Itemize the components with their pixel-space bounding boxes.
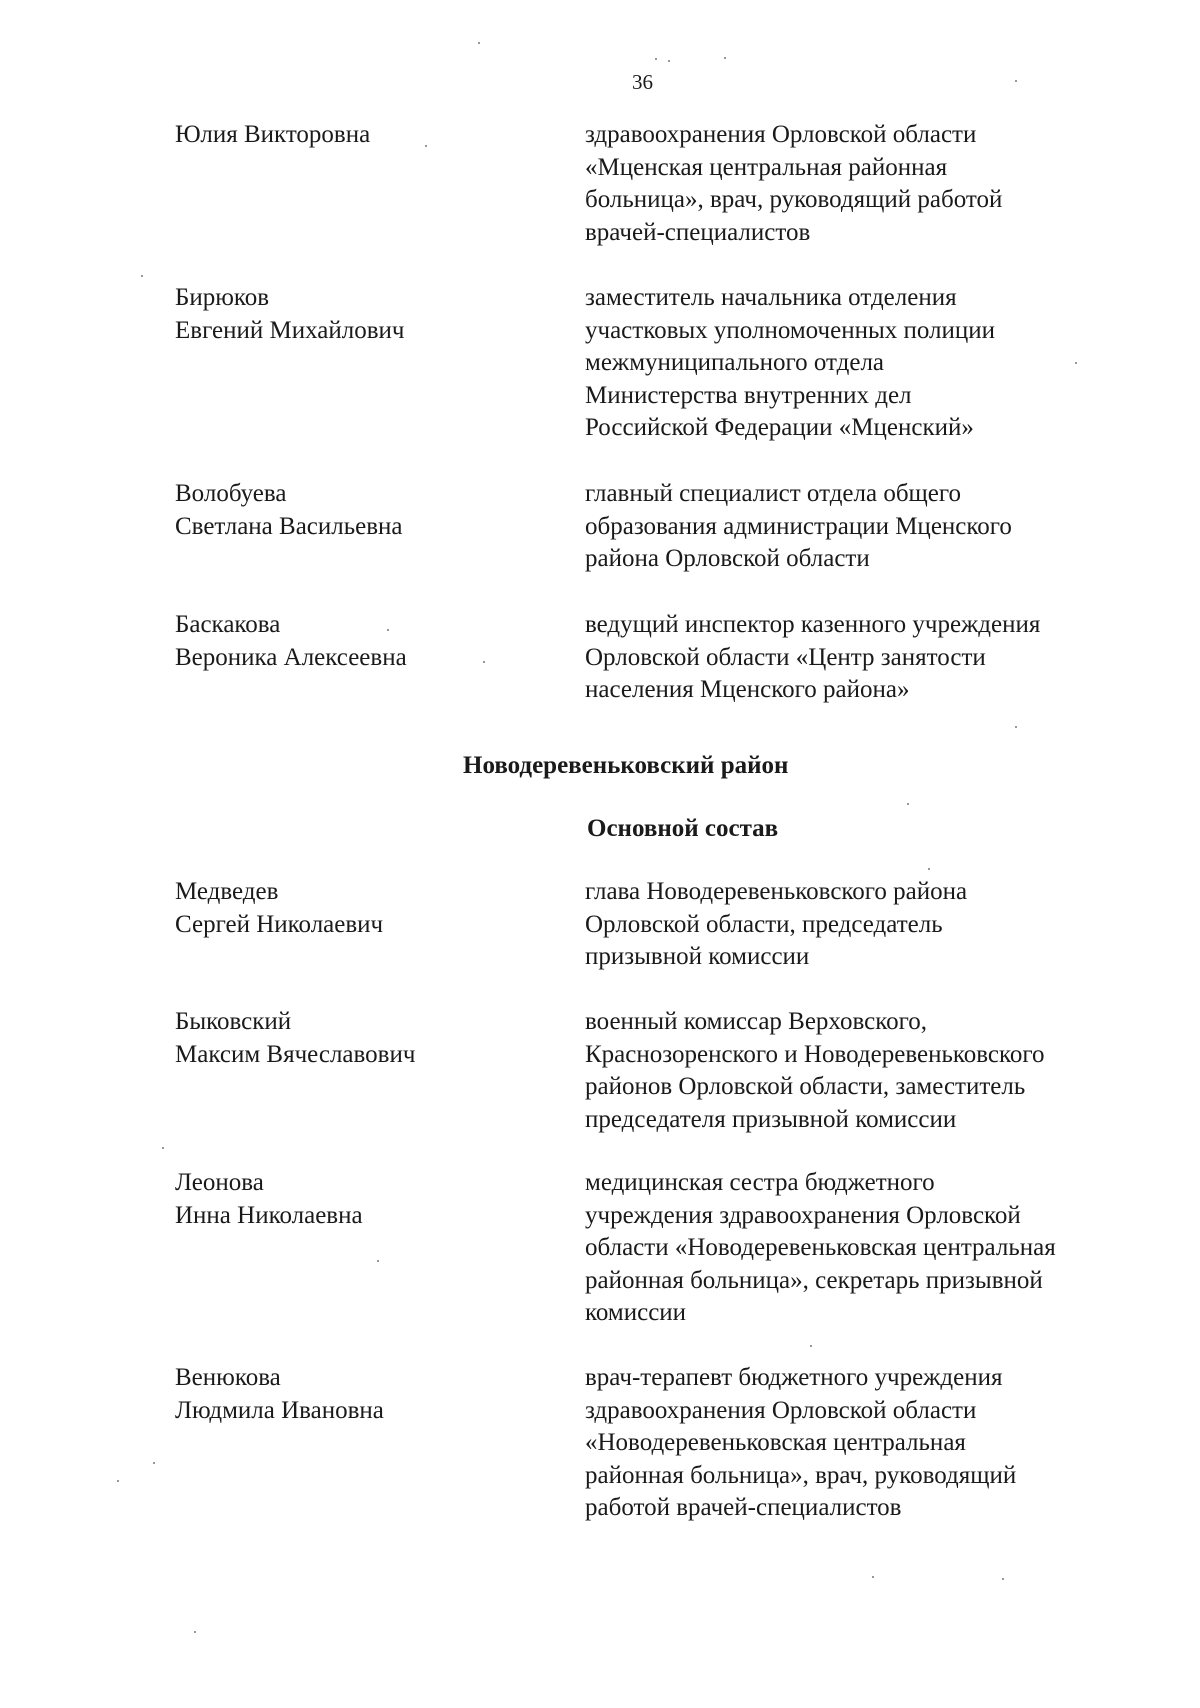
district-heading: Новодеревеньковский район [463,752,789,779]
member-role [585,119,1145,249]
member-role [585,1362,1145,1525]
member-name [175,1167,555,1232]
role-line: врачей-специалистов [585,218,811,246]
name-line: Евгений Михайлович [175,316,405,344]
role-line: участковых уполномоченных полиции [585,316,996,344]
scan-speck [194,1631,196,1633]
role-line: межмуниципального отдела [585,349,885,376]
role-line: председателя призывной комиссии [585,1105,957,1133]
member-role [585,609,1145,707]
scan-speck [387,629,389,631]
role-line: образования администрации Мценского [585,512,1012,540]
role-line: «Мценская центральная районная [585,153,948,181]
role-line: медицинская сестра бюджетного [585,1169,935,1196]
name-line: Венюкова [175,1364,281,1391]
scan-speck [928,868,930,870]
member-name [175,876,555,941]
role-line: главный специалист отдела общего [585,480,962,507]
role-line: военный комиссар Верховского, [585,1008,927,1035]
role-line: глава Новодеревеньковского района [585,878,968,905]
role-line: Министерства внутренних дел [585,381,912,409]
name-line: Быковский [175,1008,292,1035]
scan-speck [425,145,427,147]
scan-speck [1015,80,1017,82]
scan-speck [668,60,670,62]
role-line: «Новодеревеньковская центральная [585,1429,966,1456]
page-number: 36 [632,70,653,94]
name-line: Баскакова [175,611,281,638]
scan-speck [655,58,657,60]
role-line: ведущий инспектор казенного учреждения [585,611,1041,638]
scan-speck [1002,1578,1004,1580]
role-line: Российской Федерации «Мценский» [585,414,974,441]
member-role [585,1167,1145,1330]
name-line: Светлана Васильевна [175,512,403,540]
member-name [175,1362,555,1427]
name-line: Вероника Алексеевна [175,643,407,671]
role-line: больница», врач, руководящий работой [585,186,1003,213]
member-name [175,119,555,152]
role-line: здравоохранения Орловской области [585,121,977,148]
name-line: Инна Николаевна [175,1201,363,1229]
role-line: района Орловской области [585,545,870,572]
name-line: Людмила Ивановна [175,1396,384,1424]
name-line: Максим Вячеславович [175,1040,416,1068]
name-line: Бирюков [175,284,270,311]
scan-speck [162,1147,164,1149]
role-line: Орловской области, председатель [585,910,943,938]
role-line: районов Орловской области, заместитель [585,1073,1026,1100]
name-line: Леонова [175,1169,264,1196]
scan-speck [153,1462,155,1464]
member-name [175,478,555,543]
member-role [585,478,1145,576]
name-line: Медведев [175,878,279,905]
scan-speck [810,1345,812,1347]
role-line: области «Новодеревеньковская центральная [585,1234,1056,1261]
role-line: районная больница», секретарь призывной [585,1266,1043,1294]
member-role [585,1006,1145,1136]
scan-speck [478,42,480,44]
scan-speck [724,57,726,59]
name-line: Юлия Викторовна [175,121,371,148]
scan-speck [117,1480,119,1482]
scan-speck [907,803,909,805]
scan-speck [872,1576,874,1578]
role-line: учреждения здравоохранения Орловской [585,1201,1021,1229]
name-line: Волобуева [175,480,287,507]
role-line: населения Мценского района» [585,676,910,703]
role-line: районная больница», врач, руководящий [585,1461,1017,1489]
role-line: врач-терапевт бюджетного учреждения [585,1364,1003,1391]
scan-speck [483,661,485,663]
member-name [175,282,555,347]
member-name [175,1006,555,1071]
scan-speck [377,1260,379,1262]
scan-speck [141,275,143,277]
role-line: Орловской области «Центр занятости [585,643,986,671]
member-name [175,609,555,674]
scan-speck [1075,362,1077,364]
role-line: здравоохранения Орловской области [585,1396,977,1424]
subheading: Основной состав [587,815,779,842]
role-line: комиссии [585,1299,687,1326]
role-line: заместитель начальника отделения [585,284,957,311]
role-line: работой врачей-специалистов [585,1494,902,1521]
name-line: Сергей Николаевич [175,910,384,938]
member-role [585,282,1145,445]
scan-speck [1015,726,1017,728]
member-role [585,876,1145,974]
role-line: призывной комиссии [585,943,810,970]
role-line: Краснозоренского и Новодеревеньковского [585,1040,1045,1068]
